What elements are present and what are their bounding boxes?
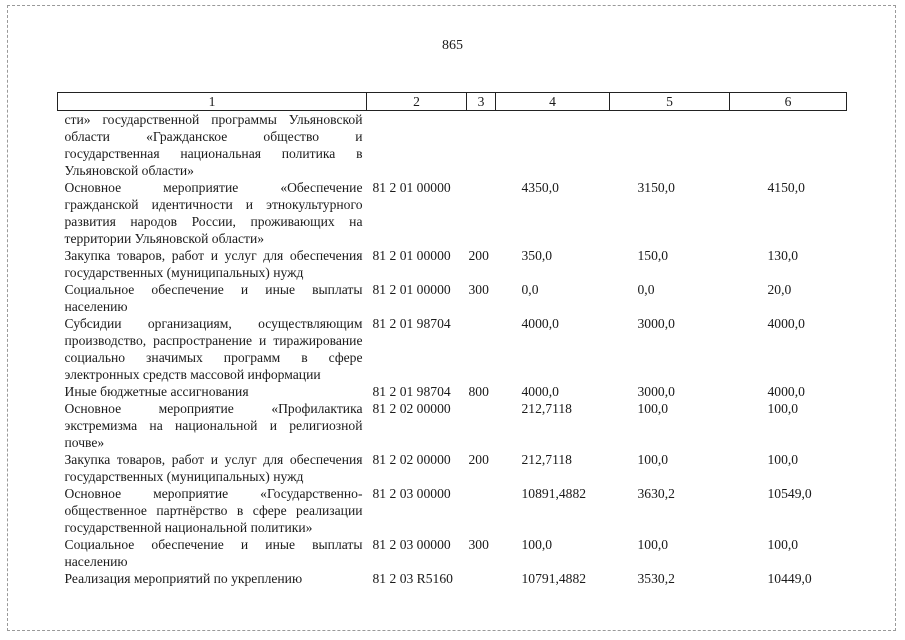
row-expense-type-cell — [467, 179, 496, 247]
row-amount-col4-cell: 350,0 — [521, 248, 553, 263]
table-row — [58, 400, 847, 451]
row-name-cell: Основное мероприятие «Профилактика экстремизма на национальной и религиозной почве» — [64, 401, 363, 450]
row-amount-col5-cell — [610, 111, 730, 180]
row-amount-col6-cell: 10449,0 — [767, 571, 812, 586]
row-code-cell: 81 2 03 R5160 — [372, 571, 453, 586]
row-amount-col4-cell: 212,7118 — [521, 401, 572, 416]
row-code-cell: 81 2 02 00000 — [372, 452, 451, 467]
row-name-cell: Социальное обеспечение и иные выплаты населению — [64, 282, 363, 314]
row-amount-col6-cell: 4000,0 — [767, 384, 805, 399]
row-expense-type-cell: 300 — [468, 282, 489, 297]
row-code-cell: 81 2 01 98704 — [372, 384, 451, 399]
row-name-cell: Основное мероприятие «Обеспечение гражданской идентичности и этнокультурного развития народов России, проживающих на территории Ульяновской области» — [64, 180, 363, 246]
table-row — [58, 247, 847, 281]
row-name-cell: Субсидии организациям, осуществляющим производство, распространение и тиражирование социально значимых программ в сфере электронных средств массовой информации — [64, 316, 363, 382]
row-amount-col4-cell: 212,7118 — [521, 452, 572, 467]
row-amount-col5-cell: 3000,0 — [637, 384, 675, 399]
row-amount-col6-cell: 100,0 — [767, 401, 799, 416]
row-expense-type-cell — [467, 111, 496, 180]
row-expense-type-cell — [467, 570, 496, 587]
row-amount-col4-cell: 10891,4882 — [521, 486, 587, 501]
row-amount-col6-cell: 100,0 — [767, 452, 799, 467]
row-code-cell: 81 2 03 00000 — [372, 486, 451, 501]
row-amount-col5-cell: 0,0 — [637, 282, 655, 297]
table-row — [58, 383, 847, 400]
row-name-cell: Закупка товаров, работ и услуг для обеспечения государственных (муниципальных) нужд — [64, 452, 363, 484]
row-expense-type-cell — [467, 315, 496, 383]
header-col-3: 3 — [467, 93, 496, 111]
page-number: 865 — [442, 38, 463, 53]
row-expense-type-cell: 800 — [468, 384, 489, 399]
row-code-cell: 81 2 01 00000 — [372, 180, 451, 195]
table-row — [58, 179, 847, 247]
row-code-cell — [367, 111, 467, 180]
row-amount-col6-cell: 10549,0 — [767, 486, 812, 501]
row-amount-col5-cell: 150,0 — [637, 248, 669, 263]
row-expense-type-cell — [467, 485, 496, 536]
row-amount-col4-cell: 0,0 — [521, 282, 539, 297]
row-amount-col4-cell — [496, 111, 610, 180]
row-amount-col4-cell: 4000,0 — [521, 384, 559, 399]
row-name-cell: Социальное обеспечение и иные выплаты населению — [64, 537, 363, 569]
table-row — [58, 536, 847, 570]
row-expense-type-cell: 300 — [468, 537, 489, 552]
row-amount-col4-cell: 4000,0 — [521, 316, 559, 331]
row-amount-col5-cell: 100,0 — [637, 452, 669, 467]
row-name-cell: Закупка товаров, работ и услуг для обеспечения государственных (муниципальных) нужд — [64, 248, 363, 280]
table-row — [58, 451, 847, 485]
row-amount-col5-cell: 3150,0 — [637, 180, 675, 195]
row-code-cell: 81 2 01 00000 — [372, 282, 451, 297]
row-amount-col5-cell: 3530,2 — [637, 571, 675, 586]
header-col-1: 1 — [58, 93, 367, 111]
row-amount-col6-cell: 4150,0 — [767, 180, 805, 195]
row-amount-col6-cell: 4000,0 — [767, 316, 805, 331]
table-row — [58, 315, 847, 383]
row-amount-col4-cell: 100,0 — [521, 537, 553, 552]
header-col-4: 4 — [496, 93, 610, 111]
row-name-cell: Иные бюджетные ассигнования — [64, 384, 249, 399]
row-amount-col5-cell: 3630,2 — [637, 486, 675, 501]
row-amount-col4-cell: 4350,0 — [521, 180, 559, 195]
row-code-cell: 81 2 03 00000 — [372, 537, 451, 552]
row-amount-col4-cell: 10791,4882 — [521, 571, 587, 586]
row-name-cell: сти» государственной программы Ульяновской области «Гражданское общество и государственная национальная политика в Ульяновской области» — [64, 112, 363, 178]
row-name-cell: Основное мероприятие «Государственно-общественное партнёрство в сфере реализации государственной национальной политики» — [64, 486, 363, 535]
row-code-cell: 81 2 01 00000 — [372, 248, 451, 263]
table-header-row — [58, 93, 847, 111]
table-row — [58, 111, 847, 180]
row-name-cell: Реализация мероприятий по укреплению — [64, 571, 303, 586]
row-amount-col6-cell: 130,0 — [767, 248, 799, 263]
budget-table — [57, 92, 847, 587]
header-col-5: 5 — [610, 93, 730, 111]
header-col-6: 6 — [730, 93, 847, 111]
row-amount-col6-cell: 100,0 — [767, 537, 799, 552]
table-row — [58, 570, 847, 587]
row-amount-col5-cell: 3000,0 — [637, 316, 675, 331]
row-code-cell: 81 2 02 00000 — [372, 401, 451, 416]
row-amount-col5-cell: 100,0 — [637, 401, 669, 416]
header-col-2: 2 — [367, 93, 467, 111]
row-expense-type-cell — [467, 400, 496, 451]
table-row — [58, 485, 847, 536]
row-code-cell: 81 2 01 98704 — [372, 316, 451, 331]
row-expense-type-cell: 200 — [468, 248, 489, 263]
row-expense-type-cell: 200 — [468, 452, 489, 467]
row-amount-col6-cell — [730, 111, 847, 180]
row-amount-col5-cell: 100,0 — [637, 537, 669, 552]
table-row — [58, 281, 847, 315]
row-amount-col6-cell: 20,0 — [767, 282, 792, 297]
